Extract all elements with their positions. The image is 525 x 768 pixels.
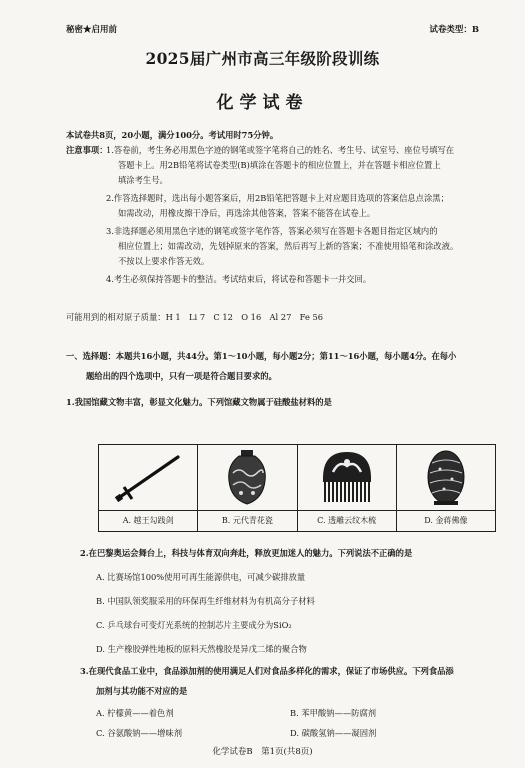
buddha-statue-icon [418, 447, 474, 507]
question-2-option-b: B. 中国队领奖服采用的环保再生纤维材料为有机高分子材料 [96, 596, 315, 606]
note-line: 4.考生必须保持答题卡的整洁。考试结束后，将试卷和答题卡一并交回。 [106, 274, 372, 284]
question-3-option-c: C. 谷氨酸钠——增味剂 [96, 728, 182, 738]
option-cell-a[interactable] [99, 445, 198, 531]
question-2-option-a: A. 比赛场馆100%使用可再生能源供电，可减少碳排放量 [96, 572, 306, 582]
section-heading: 一、选择题：本题共16小题，共44分。第1～10小题，每小题2分；第11～16小题，每小题4分。在每小 [66, 351, 457, 361]
option-label: C. 透雕云纹木梳 [298, 510, 396, 531]
question-3-option-b: B. 苯甲酸钠——防腐剂 [290, 708, 377, 718]
note-line: 填涂考生号。 [118, 175, 168, 185]
option-label: D. 金蒋佛像 [397, 510, 495, 531]
note-line: 2.作答选择题时，选出每小题答案后，用2B铅笔把答题卡上对应题目选项的答案信息点涂黑； [106, 193, 449, 203]
note-line: 答题卡上。用2B铅笔将试卷类型(B)填涂在答题卡的相应位置上，并在答题卡相应位置上 [118, 160, 441, 170]
wooden-comb-icon [317, 448, 377, 506]
option-cell-b[interactable] [198, 445, 297, 531]
question-3-stem-cont: 加剂与其功能不对应的是 [96, 686, 188, 696]
atomic-masses: 可能用到的相对原子质量：H 1 Li 7 C 12 O 16 Al 27 Fe 56 [66, 312, 324, 322]
intro-text: 本试卷共8页，20小题，满分100分。考试用时75分钟。 [66, 130, 279, 140]
question-3-option-a: A. 柠檬黄——着色剂 [96, 708, 174, 718]
paper-type-label: 试卷类型：B [429, 25, 479, 35]
question-1-stem: 1.我国馆藏文物丰富，彰显文化魅力。下列馆藏文物属于硅酸盐材料的是 [66, 397, 332, 407]
note-line: 相应位置上；如需改动，先划掉原来的答案，然后再写上新的答案；不准使用铅笔和涂改液。 [118, 241, 459, 251]
question-3-option-d: D. 碳酸氢钠——凝固剂 [290, 728, 377, 738]
exam-title: 2025届广州市高三年级阶段训练 [145, 49, 380, 68]
question-2-option-d: D. 生产橡胶弹性地板的原料天然橡胶是异戊二烯的聚合物 [96, 644, 307, 654]
option-cell-d[interactable] [397, 445, 495, 531]
porcelain-vase-icon [219, 447, 275, 507]
secret-label: 秘密★启用前 [66, 25, 118, 35]
section-heading-cont: 题给出的四个选项中，只有一项是符合题目要求的。 [86, 371, 277, 381]
question-3-stem: 3.在现代食品工业中，食品添加剂的使用满足人们对食品多样化的需求，保证了市场供应。下列食品添 [80, 666, 454, 676]
notes-label: 注意事项： [66, 145, 108, 155]
note-line: 3.非选择题必须用黑色字迹的钢笔或签字笔作答，答案必须写在答题卡各题目指定区域内的 [106, 226, 438, 236]
option-cell-c[interactable] [298, 445, 397, 531]
option-label: A. 越王勾践剑 [99, 510, 197, 531]
note-line: 不按以上要求作答无效。 [118, 256, 210, 266]
question-2-stem: 2.在巴黎奥运会舞台上，科技与体育双向奔赴，释放更加迷人的魅力。下列说法不正确的是 [80, 548, 413, 558]
question-1-options-table [98, 444, 496, 532]
page-footer: 化学试卷B 第1页(共8页) [212, 747, 313, 757]
option-label: B. 元代青花瓷 [198, 510, 296, 531]
exam-subtitle: 化学试卷 [216, 93, 309, 113]
sword-icon [108, 449, 188, 505]
note-line: 如需改动，用橡皮擦干净后，再选涂其他答案，答案不能答在试卷上。 [118, 208, 376, 218]
question-2-option-c: C. 乒乓球台可变灯光系统的控制芯片主要成分为SiO₂ [96, 620, 292, 630]
note-line: 1.答卷前，考生务必用黑色字迹的钢笔或签字笔将自己的姓名、考生号、试室号、座位号填写在 [106, 145, 455, 155]
